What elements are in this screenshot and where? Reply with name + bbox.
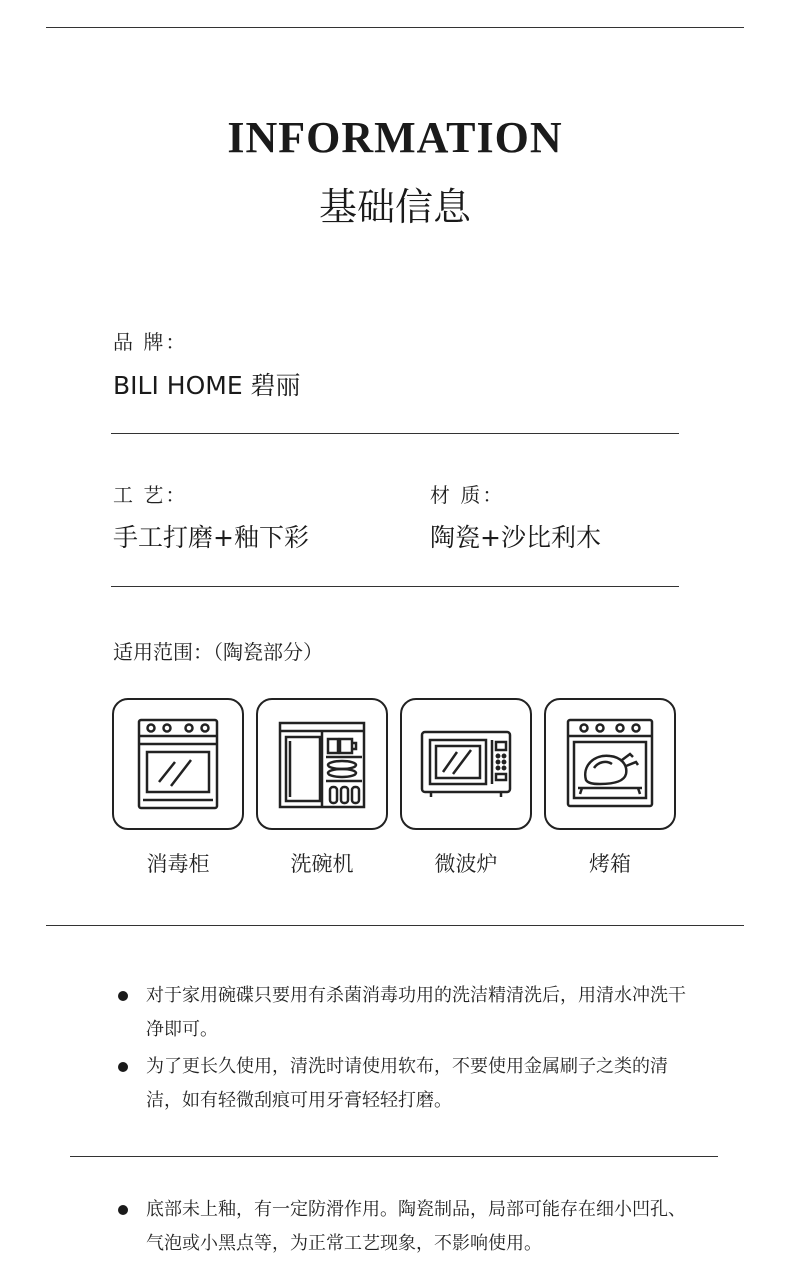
notes-divider <box>70 1156 718 1157</box>
top-divider <box>46 27 744 28</box>
brand-value: BILI HOME 碧丽 <box>113 371 301 400</box>
section-divider <box>46 925 744 926</box>
craft-value: 手工打磨+釉下彩 <box>113 523 309 552</box>
brand-divider <box>111 433 679 434</box>
craft-divider <box>111 586 679 587</box>
note-bullet <box>118 1205 128 1215</box>
note-bullet <box>118 991 128 1001</box>
page-title-cn: 基础信息 <box>318 185 471 229</box>
page-title-en: INFORMATION <box>227 113 563 162</box>
sterilizer-tile <box>112 698 244 830</box>
usage-item-microwave: 微波炉 <box>434 852 498 876</box>
care-note-2: 为了更长久使用，清洗时请使用软布，不要使用金属刷子之类的清洁，如有轻微刮痕可用牙膏轻轻打磨。 <box>146 1056 668 1111</box>
dishwasher-icon <box>276 719 368 809</box>
usage-item-sterilizer: 消毒柜 <box>146 852 210 876</box>
usage-item-dishwasher: 洗碗机 <box>290 852 354 876</box>
oven-icon <box>564 716 656 812</box>
care-note-3: 底部未上釉，有一定防滑作用。陶瓷制品，局部可能存在细小凹孔、气泡或小黑点等，为正常工艺现象，不影响使用。 <box>146 1199 686 1254</box>
dishwasher-tile <box>256 698 388 830</box>
care-note-1: 对于家用碗碟只要用有杀菌消毒功用的洗洁精清洗后，用清水冲洗干净即可。 <box>146 985 686 1040</box>
sterilizer-cabinet-icon <box>133 716 223 812</box>
usage-item-oven: 烤箱 <box>589 852 631 876</box>
note-bullet <box>118 1062 128 1072</box>
oven-tile <box>544 698 676 830</box>
usage-label: 适用范围：（陶瓷部分） <box>113 640 323 664</box>
microwave-icon <box>419 728 513 800</box>
brand-label: 品 牌： <box>113 330 188 354</box>
craft-label: 工 艺： <box>113 483 188 507</box>
microwave-tile <box>400 698 532 830</box>
material-value: 陶瓷+沙比利木 <box>430 523 601 552</box>
material-label: 材 质： <box>430 483 505 507</box>
